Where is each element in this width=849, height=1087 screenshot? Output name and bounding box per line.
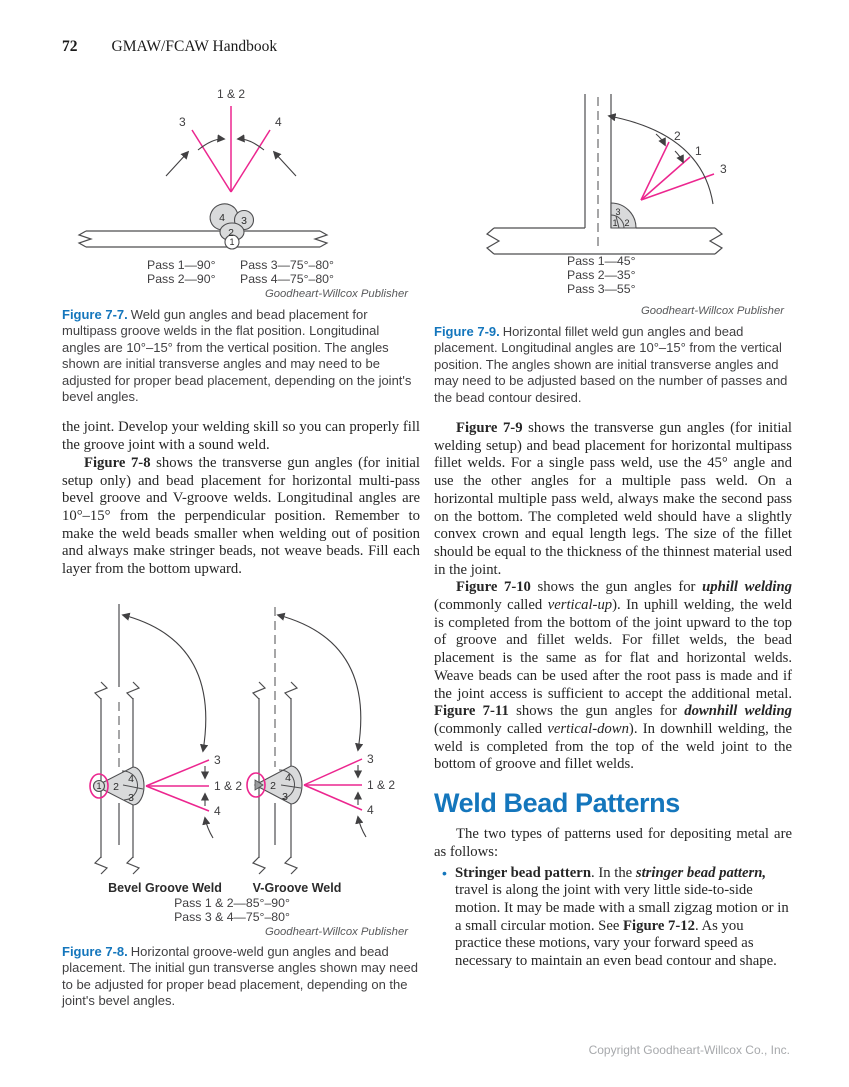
fillet-weld-beads — [611, 203, 636, 228]
bevel-groove-diagram — [90, 604, 242, 895]
gun-label-3: 3 — [720, 162, 727, 176]
gun-label-1: 1 — [695, 144, 702, 158]
pass-label: Pass 3—75°–80° — [240, 258, 334, 272]
bead-3-label: 3 — [241, 215, 247, 227]
gun-label-1-2: 1 & 2 — [367, 777, 396, 792]
pass-label: Pass 1—90° — [147, 258, 216, 272]
bead-2-label: 2 — [270, 779, 276, 792]
bead-2-label: 2 — [624, 218, 630, 228]
pass-label: Pass 3 & 4—75°–80° — [174, 909, 290, 924]
page-header — [62, 38, 277, 56]
book-title: GMAW/FCAW Handbook — [111, 38, 278, 55]
bead-1-label: 1 — [96, 780, 102, 791]
two-column-layout — [62, 84, 792, 1009]
bead-3-label: 3 — [615, 207, 621, 217]
pass-label: Pass 2—90° — [147, 272, 216, 286]
right-column — [434, 84, 792, 1009]
section-intro-paragraph: The two types of patterns used for depositing metal are as follows: — [434, 826, 792, 860]
gun-angle-lines — [192, 106, 270, 192]
pass-label: Pass 4—75°–80° — [240, 272, 334, 286]
left-body-text — [62, 419, 420, 578]
pass-label: Pass 2—35° — [567, 268, 636, 282]
bead-4-label: 4 — [285, 771, 291, 784]
figure-7-7-diagram — [62, 84, 420, 302]
pass-angle-labels — [567, 254, 636, 296]
bead-1-label: 1 — [612, 218, 618, 228]
pass-angle-labels — [174, 896, 290, 924]
body-paragraph: the joint. Develop your welding skill so you can properly fill the groove joint with a sound weld. — [62, 419, 420, 454]
figure-7-7-caption-label: Figure 7-7. — [62, 307, 128, 322]
gun-label-4: 4 — [275, 115, 282, 129]
body-paragraph: Figure 7-9 shows the transverse gun angles (for initial welding setup) and bead placement for horizontal multipass fillet welds. For a single pass weld, use the 45° angle and use the other angles for a multiple pass weld. On a horizontal multiple pass weld, always make the second pass on the bottom. The completed weld should have a slightly convex crown and equal length legs. The size of the fillet should be equal to the thickness of the thinnest material used in the joint. — [434, 420, 792, 578]
gun-label-4: 4 — [367, 802, 374, 817]
gun-label-1-2: 1 & 2 — [214, 778, 243, 793]
gun-angle-lines — [641, 142, 714, 200]
figure-7-8 — [62, 599, 420, 1010]
figure-7-8-caption-text: Horizontal groove-weld gun angles and bead placement. The initial gun transverse angles shown may need to be adjusted for proper bead placement, depending on the joint's bevel angles. — [62, 943, 419, 1008]
plate-cross-section — [79, 231, 327, 247]
figure-7-9-diagram — [434, 84, 792, 319]
gun-label-2: 2 — [674, 129, 681, 143]
v-groove-label: V-Groove Weld — [252, 880, 342, 895]
left-column — [62, 84, 420, 1009]
pass-angle-labels — [147, 258, 334, 286]
gun-label-3: 3 — [179, 115, 186, 129]
copyright-notice: Copyright Goodheart-Willcox Co., Inc. — [588, 1043, 790, 1057]
figure-7-7-caption-text: Weld gun angles and bead placement for multipass groove welds in the flat position. Longitudinal angles are 10°–15° from the vertical position. The angles shown are initial transverse angles and may need to be adjusted for proper bead placement, depending on the joint's bevel angles. — [62, 307, 412, 405]
v-groove-diagram — [247, 607, 395, 895]
gun-label-3: 3 — [367, 751, 374, 766]
bead-4-label: 4 — [219, 212, 225, 224]
section-heading: Weld Bead Patterns — [434, 788, 680, 819]
right-body-text — [434, 420, 792, 774]
weld-beads — [206, 200, 253, 249]
bevel-groove-label: Bevel Groove Weld — [108, 880, 222, 895]
bullet-list-item — [434, 865, 792, 971]
bullet-icon: • — [442, 864, 447, 881]
figure-7-7 — [62, 84, 420, 405]
bead-1-label: 1 — [229, 237, 235, 247]
t-joint-plates — [487, 94, 722, 254]
pass-label: Pass 1—45° — [567, 254, 636, 268]
figure-7-9-caption — [434, 324, 792, 406]
figure-7-9-caption-text: Horizontal fillet weld gun angles and bead placement. Longitudinal angles are 10°–15° from the vertical position. The angles shown are initial transverse angles and may need to be adjusted based on the number of passes and the bead contour desired. — [434, 324, 788, 405]
pass-label: Pass 1 & 2—85°–90° — [174, 895, 290, 910]
bead-4-label: 4 — [128, 772, 134, 785]
figure-7-8-caption-label: Figure 7-8. — [62, 943, 128, 959]
figure-7-9 — [434, 84, 792, 406]
figure-7-8-caption — [62, 944, 420, 1010]
figure-7-9-caption-label: Figure 7-9. — [434, 324, 500, 339]
gun-label-1-2: 1 & 2 — [216, 87, 246, 101]
gun-label-4: 4 — [214, 803, 221, 818]
page-number: 72 — [62, 38, 78, 55]
bead-3-label: 3 — [282, 790, 288, 803]
gun-label-3: 3 — [214, 752, 221, 767]
figure-7-7-caption — [62, 307, 420, 405]
bead-2-label: 2 — [228, 227, 234, 239]
figure-7-8-diagram — [62, 599, 420, 939]
publisher-credit: Goodheart-Willcox Publisher — [264, 288, 408, 300]
bead-2-label: 2 — [113, 780, 119, 793]
publisher-credit: Goodheart-Willcox Publisher — [264, 925, 408, 938]
body-paragraph: Figure 7-10 shows the gun angles for uphill welding (commonly called vertical-up). In uphill welding, the weld is completed from the bottom of the joint upward to the top of groove and fillet welds. For fillet welds, the bead placement is the same as for flat and horizontal welds. Weave beads can be used after the root pass is made and if the joint access is sufficient to accept the additional metal. Figure 7-11 shows the gun angles for downhill welding (commonly called vertical-down). In downhill welding, the weld is completed from the top of the weld joint to the bottom of groove and fillet welds. — [434, 579, 792, 773]
body-paragraph: Figure 7-8 shows the transverse gun angles (for initial setup only) and bead placement for horizontal multi-pass bevel groove and V-groove welds. Longitudinal angles are 10°–15° from the perpendicular position. Remember to make the weld beads smaller when welding out of position and always make stringer beads, not weave beads. Fill each layer from the bottom upward. — [62, 454, 420, 578]
bead-3-label: 3 — [128, 791, 134, 804]
publisher-credit: Goodheart-Willcox Publisher — [640, 305, 784, 317]
bullet-item-text: Stringer bead pattern. In the stringer bead pattern, travel is along the joint with very little side-to-side motion. It may be made with a small zigzag motion or in a small circular motion. See Figure 7-12. As you practice these motions, vary your forward speed as necessary to maintain an even bead contour and shape. — [455, 864, 789, 970]
pass-label: Pass 3—55° — [567, 282, 636, 296]
